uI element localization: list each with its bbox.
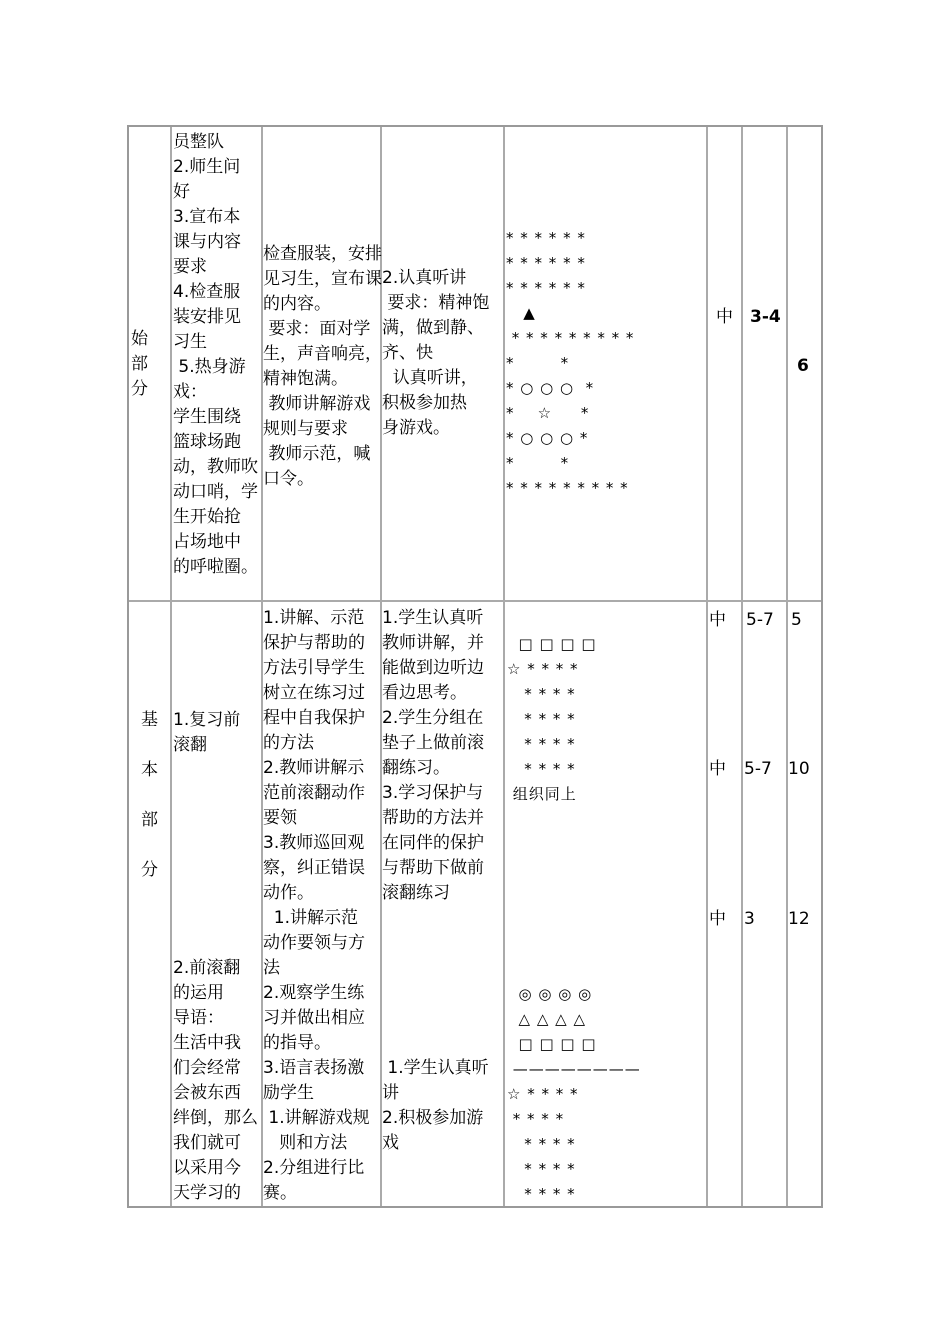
- intensity-row-2: 中: [709, 759, 726, 779]
- column-divider: [786, 127, 788, 1206]
- student-activity-game: 1.学生认真听 讲 2.积极参加游 戏: [382, 1058, 489, 1153]
- content-review-roll: 1.复习前 滚翻: [173, 710, 241, 755]
- count-row-2: 5-7: [744, 759, 772, 779]
- column-divider: [503, 127, 505, 1206]
- formation-diagram-roll: □ □ □ □ ☆ * * * * * * * * * * * * * * * * * * * * 组织同上: [507, 635, 597, 803]
- teacher-activity-basic: 1.讲解、示范 保护与帮助的 方法引导学生 树立在练习过 程中自我保护 的方法 2.教师讲解示 范前滚翻动作 要领 3.教师巡回观 察，纠正错误 动作。 1.讲解示范 动作要领与方 法 2.观察学生练 习并做出相应 的指导。 3.语言表扬激 励学生 1.讲解游戏规 则和方法 2.分组进行比 赛。: [263, 608, 370, 1203]
- warmup-content: 员整队 2.师生问 好 3.宣布本 课与内容 要求 4.检查服 装安排见 习生 5.热身游 戏： 学生围绕 篮球场跑 动，教师吹 动口哨，学 生开始抢 占场地中 的呼啦圈。: [173, 132, 258, 577]
- minutes-row-2: 10: [788, 759, 810, 779]
- count-row-1: 5-7: [746, 610, 774, 630]
- intensity-row-1: 中: [709, 610, 726, 630]
- count-warmup: 3-4: [750, 307, 781, 327]
- student-activity-warmup: 2.认真听讲 要求：精神饱 满，做到静、 齐、快 认真听讲， 积极参加热 身游戏。: [382, 268, 490, 438]
- part-label-start: 始 部 分: [131, 329, 148, 399]
- teacher-activity-warmup: 检查服装，安排 见习生，宣布课 的内容。 要求：面对学 生，声音响亮， 精神饱满。 教师讲解游戏 规则与要求 教师示范，喊 口令。: [263, 244, 382, 489]
- count-row-3: 3: [744, 909, 755, 929]
- column-divider: [706, 127, 708, 1206]
- content-roll-application: 2.前滚翻 的运用 导语： 生活中我 们会经常 会被东西 绊倒，那么 我们就可 以采用今 天学习的: [173, 958, 258, 1203]
- formation-diagram-game: ◎ ◎ ◎ ◎ △ △ △ △ □ □ □ □ ———————— ☆ * * * * * * * * * * * * * * * * * * * *: [507, 985, 641, 1203]
- minutes-row-3: 12: [788, 909, 810, 929]
- student-activity-roll: 1.学生认真听 教师讲解，并 能做到边听边 看边思考。 2.学生分组在 垫子上做前滚 翻练习。 3.学习保护与 帮助的方法并 在同伴的保护 与帮助下做前 滚翻练习: [382, 608, 484, 903]
- column-divider: [741, 127, 743, 1206]
- column-divider: [170, 127, 172, 1206]
- minutes-warmup: 6: [797, 356, 809, 376]
- minutes-row-1: 5: [791, 610, 802, 630]
- row-divider: [129, 600, 821, 602]
- formation-diagram-warmup: * * * * * * * * * * * * * * * * * * ▲ * * * * * * * * * * * * ○ ○ ○ * * ☆ * * ○ ○ ○ * * * * * * * * * * * *: [506, 229, 635, 497]
- intensity-warmup: 中: [716, 307, 733, 327]
- intensity-row-3: 中: [709, 909, 726, 929]
- part-label-basic: 基 本 部 分: [141, 710, 158, 880]
